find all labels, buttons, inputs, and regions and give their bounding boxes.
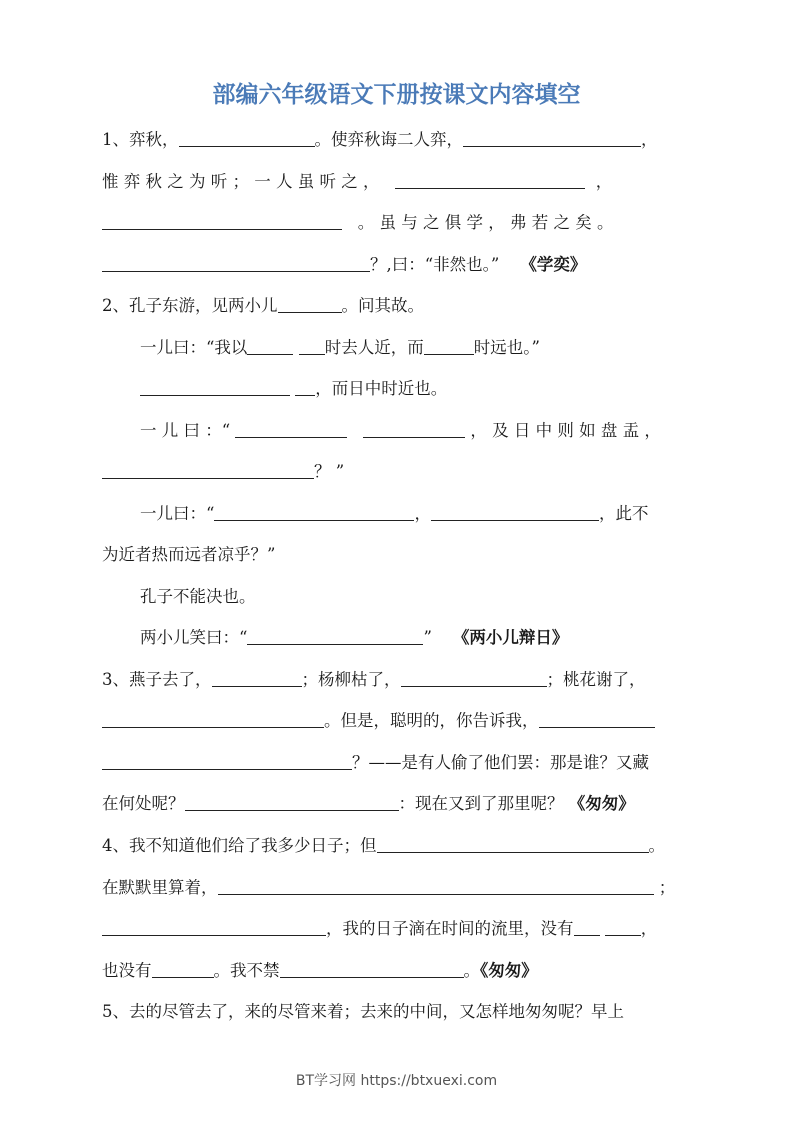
blank[interactable] (247, 337, 293, 355)
blank[interactable] (218, 877, 654, 895)
q2-text: 为近者热而远者凉乎？” (102, 545, 276, 564)
q1-text: 1、弈秋， (102, 130, 179, 149)
q2-line-9 (140, 626, 730, 650)
blank[interactable] (179, 129, 315, 147)
q4-text: ， (640, 919, 658, 938)
blank[interactable] (280, 960, 464, 978)
q2-line-4 (140, 419, 730, 443)
blank[interactable] (278, 295, 342, 313)
blank[interactable] (212, 669, 302, 687)
q1-text: ？,曰：“非然也。” (370, 255, 500, 274)
blank[interactable] (295, 378, 315, 396)
q1-line-3 (102, 211, 692, 235)
q1-text: ， (595, 172, 613, 191)
blank[interactable] (463, 129, 641, 147)
q2-line-6 (140, 502, 730, 526)
q2-line-7 (102, 543, 692, 567)
source-title: 《匆匆》 (568, 794, 635, 813)
q4-text: 也没有 (102, 961, 152, 980)
q2-line-1 (102, 294, 692, 318)
q2-text: ，而日中时近也。 (315, 379, 448, 398)
blank[interactable] (424, 337, 474, 355)
blank[interactable] (377, 835, 649, 853)
q3-text: ：现在又到了那里呢？ (398, 794, 564, 813)
q2-text: 一 儿 曰 ：“ (140, 421, 231, 440)
q2-text: 一儿曰：“ (140, 504, 215, 523)
blank[interactable] (102, 918, 326, 936)
blank[interactable] (102, 710, 324, 728)
blank[interactable] (214, 503, 414, 521)
q3-text: 。但是，聪明的，你告诉我， (324, 711, 539, 730)
blank[interactable] (247, 627, 423, 645)
blank[interactable] (605, 918, 641, 936)
q5-text: 5、去的尽管去了，来的尽管来着；去来的中间，又怎样地匆匆呢？早上 (102, 1002, 624, 1021)
q3-text: 3、燕子去了， (102, 670, 212, 689)
q2-text: 一儿曰：“我以 (140, 338, 248, 357)
q1-line-2 (102, 170, 692, 194)
blank[interactable] (140, 378, 290, 396)
q4-text: 。我不禁 (213, 961, 280, 980)
blank[interactable] (363, 420, 465, 438)
q3-text: 在何处呢？ (102, 794, 185, 813)
q1-line-4 (102, 253, 692, 277)
q2-text: 2、孔子东游，见两小儿 (102, 296, 278, 315)
blank[interactable] (395, 171, 585, 189)
blank[interactable] (102, 461, 314, 479)
q2-text: 时远也。” (473, 338, 540, 357)
q3-text: ；桃花谢了， (546, 670, 646, 689)
q2-text: ， 及 日 中 则 如 盘 盂 ， (470, 421, 661, 440)
q1-text: 惟 弈 秋 之 为 听 ； 一 人 虽 听 之 ， (102, 172, 380, 191)
q4-line-3 (102, 917, 692, 941)
source-title: 《学奕》 (520, 255, 587, 274)
blank[interactable] (102, 752, 352, 770)
blank[interactable] (235, 420, 347, 438)
q4-text: 。 (648, 836, 665, 855)
q4-text: 在默默里算着， (102, 878, 218, 897)
q2-line-3 (140, 377, 730, 401)
q2-line-5 (102, 460, 692, 484)
footer-watermark: BT学习网 https://btxuexi.com (295, 1073, 498, 1089)
q3-line-1 (102, 668, 692, 692)
page-title: 部编六年级语文下册按课文内容填空 (212, 82, 581, 108)
blank[interactable] (431, 503, 599, 521)
q1-text: 。使弈秋诲二人弈， (314, 130, 463, 149)
q4-text: 。 (463, 961, 480, 980)
q3-line-2 (102, 709, 692, 733)
q4-text: 4、我不知道他们给了我多少日子；但 (102, 836, 377, 855)
blank[interactable] (185, 793, 399, 811)
q2-text: 孔子不能决也。 (140, 587, 256, 606)
q2-text: 两小儿笑曰：“ (140, 628, 248, 647)
q2-text: ” (423, 628, 432, 647)
q4-line-1 (102, 834, 692, 858)
blank[interactable] (574, 918, 600, 936)
source-title: 《匆匆》 (480, 961, 538, 980)
q4-text: ； (658, 878, 676, 897)
blank[interactable] (102, 212, 342, 230)
q1-line-1 (102, 128, 692, 152)
q3-line-4 (102, 792, 692, 816)
q4-line-4 (102, 959, 692, 983)
q3-text: ？——是有人偷了他们罢：那是谁？又藏 (352, 753, 649, 772)
q2-text: 时去人近，而 (324, 338, 424, 357)
q2-text: ， (414, 504, 431, 523)
q1-text: ， (641, 130, 658, 149)
q3-text: ；杨柳枯了， (301, 670, 401, 689)
q2-text: ，此不 (598, 504, 649, 523)
q4-text: ，我的日子滴在时间的流里，没有 (326, 919, 574, 938)
q1-text: 。 虽 与 之 俱 学 ， 弗 若 之 矣 。 (357, 213, 614, 232)
blank[interactable] (539, 710, 655, 728)
blank[interactable] (299, 337, 325, 355)
q2-line-8 (140, 585, 730, 609)
source-title: 《两小儿辩日》 (452, 628, 569, 647)
blank[interactable] (152, 960, 214, 978)
q4-line-2 (102, 876, 692, 900)
q2-text: 。问其故。 (341, 296, 424, 315)
q3-line-3 (102, 751, 692, 775)
q2-text: ？ ” (314, 462, 345, 481)
q5-line-1 (102, 1000, 692, 1024)
blank[interactable] (102, 254, 370, 272)
blank[interactable] (401, 669, 547, 687)
q2-line-2 (140, 336, 730, 360)
